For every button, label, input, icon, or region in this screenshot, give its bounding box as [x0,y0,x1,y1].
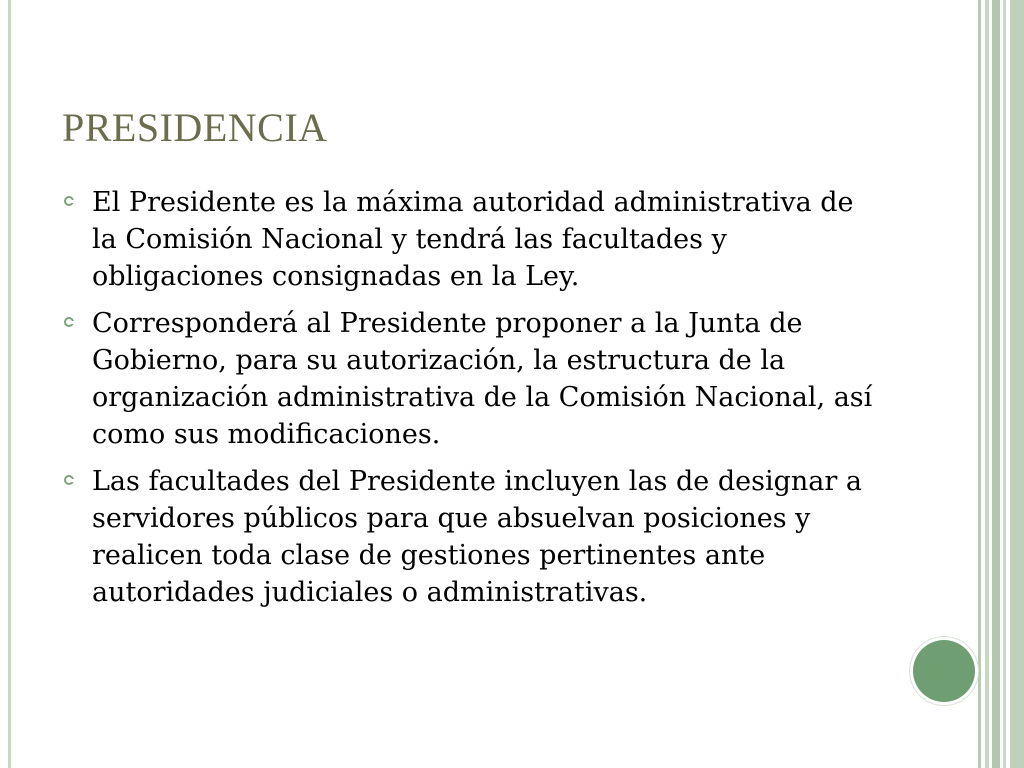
right-stripe [1003,0,1006,768]
bullet-icon [64,475,74,485]
green-circle-decoration-icon [913,640,975,702]
bullet-icon [64,317,74,327]
bullet-item [62,184,882,295]
bullet-text: Corresponderá al Presidente proponer a la Junta de Gobierno, para su autorización, la estructura de la organización administrativa de la Comisión Nacional, así como sus modificaciones. [92,308,873,450]
bullet-text: El Presidente es la máxima autoridad administrativa de la Comisión Nacional y tendrá las facultades y obligaciones consignadas en la Ley. [92,187,854,292]
right-stripe [992,0,1000,768]
right-stripe [978,0,981,768]
bullet-icon [64,196,74,206]
right-stripe [985,0,989,768]
bullet-list [62,184,882,621]
slide-title: PRESIDENCIA [62,105,328,150]
right-stripe [1010,0,1024,768]
bullet-item [62,305,882,453]
bullet-item [62,463,882,611]
bullet-text: Las facultades del Presidente incluyen las de designar a servidores públicos para que absuelvan posiciones y realicen toda clase de gestiones pertinentes ante autoridades judiciales o administrativas. [92,466,862,608]
left-border-line [8,0,11,768]
